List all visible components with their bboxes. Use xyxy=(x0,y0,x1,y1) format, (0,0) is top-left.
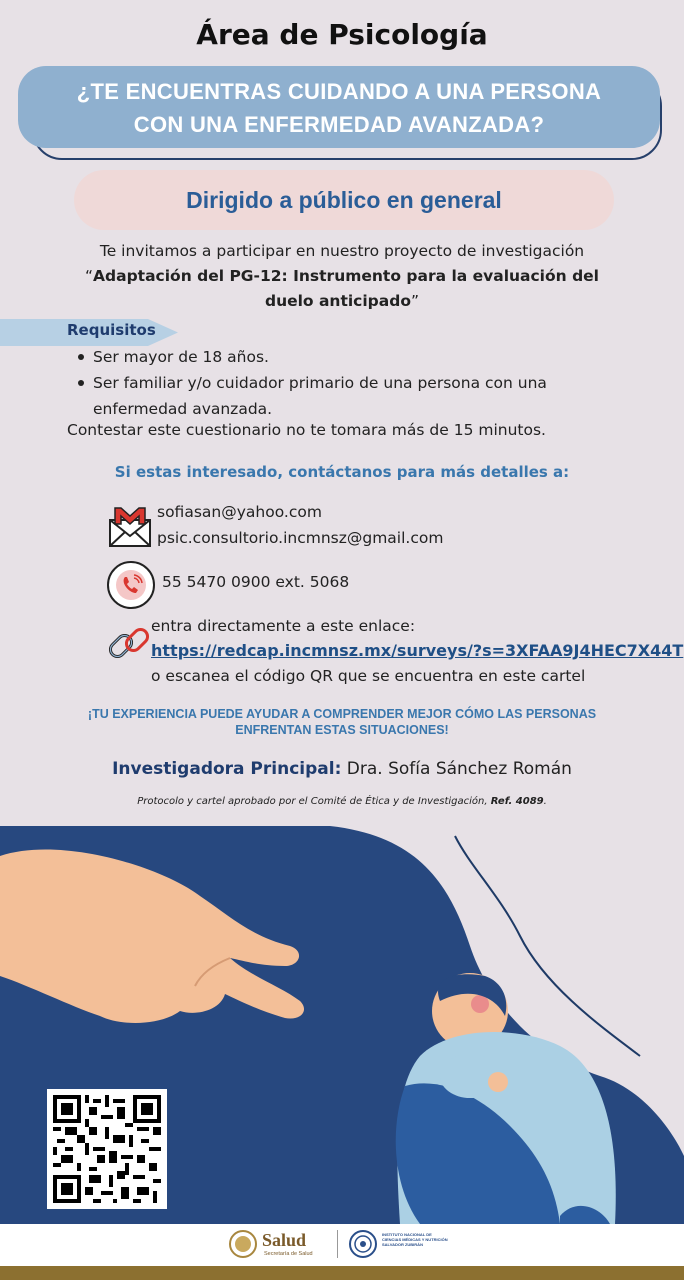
contact-heading: Si estas interesado, contáctanos para más detalles a: xyxy=(114,463,570,481)
requirements-label: Requisitos xyxy=(67,321,156,339)
requirement-item-continuation: enfermedad avanzada. xyxy=(93,400,273,418)
institute-seal-icon xyxy=(348,1229,378,1259)
audience-pill: Dirigido a público en general xyxy=(74,170,614,230)
salud-logo-text: Salud xyxy=(262,1230,307,1250)
institute-name: INSTITUTO NACIONAL DE CIENCIAS MÉDICAS Y NUTRICIÓN SALVADOR ZUBIRÁN xyxy=(382,1232,448,1247)
banner-line-2: CON UNA ENFERMEDAD AVANZADA? xyxy=(133,112,545,137)
protocol-note: Protocolo y cartel aprobado por el Comité de Ética y de Investigación, Ref. 4089. xyxy=(137,796,547,807)
qr-instruction-text: o escanea el código QR que se encuentra en este cartel xyxy=(151,667,586,685)
gmail-icon xyxy=(107,506,153,548)
duration-note: Contestar este cuestionario no te tomara más de 15 minutos. xyxy=(67,421,546,439)
page-title: Área de Psicología xyxy=(196,18,488,51)
project-title-line-2: duelo anticipado” xyxy=(264,292,420,310)
call-to-action: ¡TU EXPERIENCIA PUEDE AYUDAR A COMPRENDER MEJOR CÓMO LAS PERSONAS ENFRENTAN ESTAS SITUACIONES! xyxy=(87,707,597,737)
principal-investigator xyxy=(0,759,684,779)
requirements-list xyxy=(78,344,638,422)
question-banner xyxy=(18,66,672,156)
link-intro-text: entra directamente a este enlace: xyxy=(151,617,416,635)
eagle-seal-icon xyxy=(228,1229,258,1259)
phone-icon xyxy=(106,560,156,610)
footer-gold-stripe xyxy=(0,1266,684,1280)
banner-line-1: ¿TE ENCUENTRAS CUIDANDO A UNA PERSONA xyxy=(76,79,602,104)
email-link[interactable]: psic.consultorio.incmnsz@gmail.com xyxy=(157,529,444,547)
protocol-ref: Ref. 4089 xyxy=(490,796,544,807)
survey-link[interactable]: https://redcap.incmnsz.mx/surveys/?s=3XFAA9J4HEC7X44T xyxy=(151,641,684,660)
link-chain-icon xyxy=(107,623,151,665)
footer-bar xyxy=(0,1224,684,1266)
email-link[interactable]: sofiasan@yahoo.com xyxy=(157,503,322,521)
project-title-line-1: “Adaptación del PG-12: Instrumento para la evaluación del xyxy=(85,267,599,285)
phone-number[interactable]: 55 5470 0900 ext. 5068 xyxy=(162,573,350,591)
qr-code-pattern xyxy=(53,1095,161,1203)
invitation-line: Te invitamos a participar en nuestro proyecto de investigación xyxy=(99,242,585,260)
investigator-label: Investigadora Principal: xyxy=(112,759,342,779)
requirement-item: Ser mayor de 18 años. xyxy=(78,344,638,370)
qr-code[interactable] xyxy=(47,1089,167,1209)
salud-subtitle: Secretaría de Salud xyxy=(264,1251,313,1257)
footer-divider xyxy=(337,1230,338,1258)
requirement-item: Ser familiar y/o cuidador primario de una persona con una xyxy=(78,370,638,396)
invitation-text xyxy=(30,239,654,314)
investigator-name: Dra. Sofía Sánchez Román xyxy=(346,759,572,779)
